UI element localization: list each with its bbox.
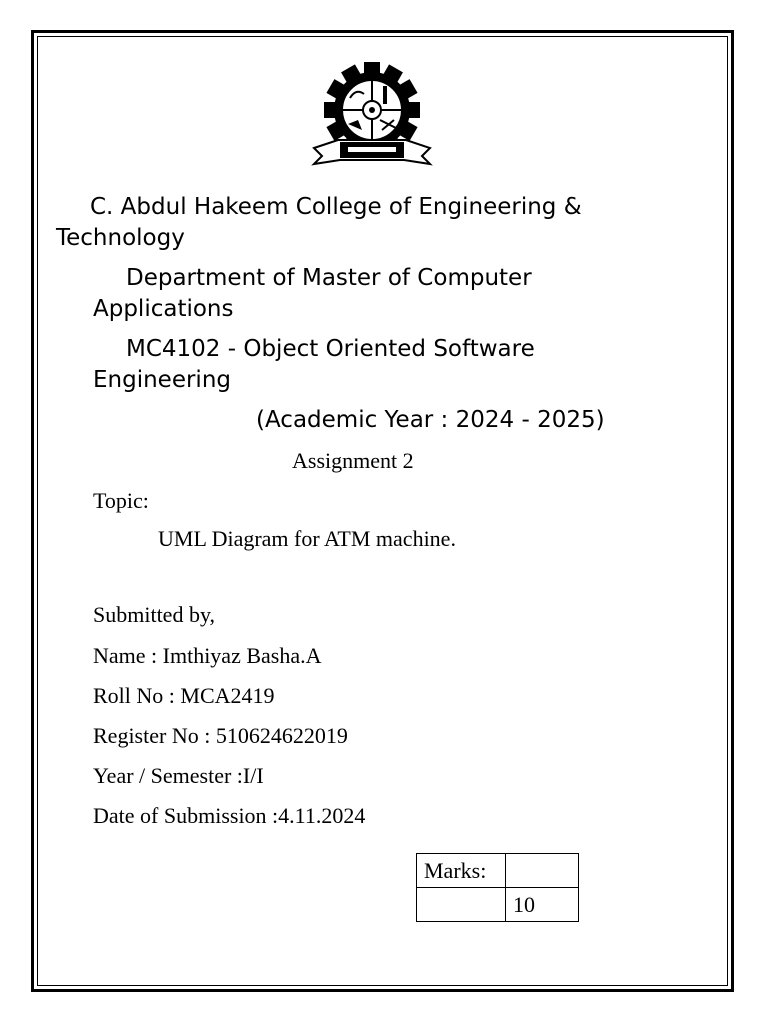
department-name: Department of Master of Computer Applications: [93, 265, 532, 322]
marks-total: 10: [506, 888, 579, 922]
student-name: Name : Imthiyaz Basha.A: [93, 643, 322, 668]
marks-label: Marks:: [417, 854, 506, 888]
submission-date: Date of Submission :4.11.2024: [93, 803, 366, 828]
marks-row-1: [417, 854, 579, 888]
topic-value: UML Diagram for ATM machine.: [158, 526, 456, 551]
assignment-title: Assignment 2: [292, 448, 414, 473]
submitted-by-label: Submitted by,: [93, 602, 216, 627]
marks-table: [416, 853, 579, 922]
year-semester: Year / Semester :I/I: [93, 763, 264, 788]
marks-blank-cell: [417, 888, 506, 922]
marks-row-2: [417, 888, 579, 922]
topic-label: Topic:: [93, 488, 149, 513]
college-name: C. Abdul Hakeem College of Engineering & Technology: [56, 194, 582, 251]
marks-obtained: [506, 854, 579, 888]
college-emblem-gear-icon: [308, 60, 436, 172]
course-title: MC4102 - Object Oriented Software Engineering: [93, 336, 535, 393]
roll-number: Roll No : MCA2419: [93, 683, 275, 708]
register-number: Register No : 510624622019: [93, 723, 348, 748]
academic-year: (Academic Year : 2024 - 2025): [256, 407, 605, 433]
